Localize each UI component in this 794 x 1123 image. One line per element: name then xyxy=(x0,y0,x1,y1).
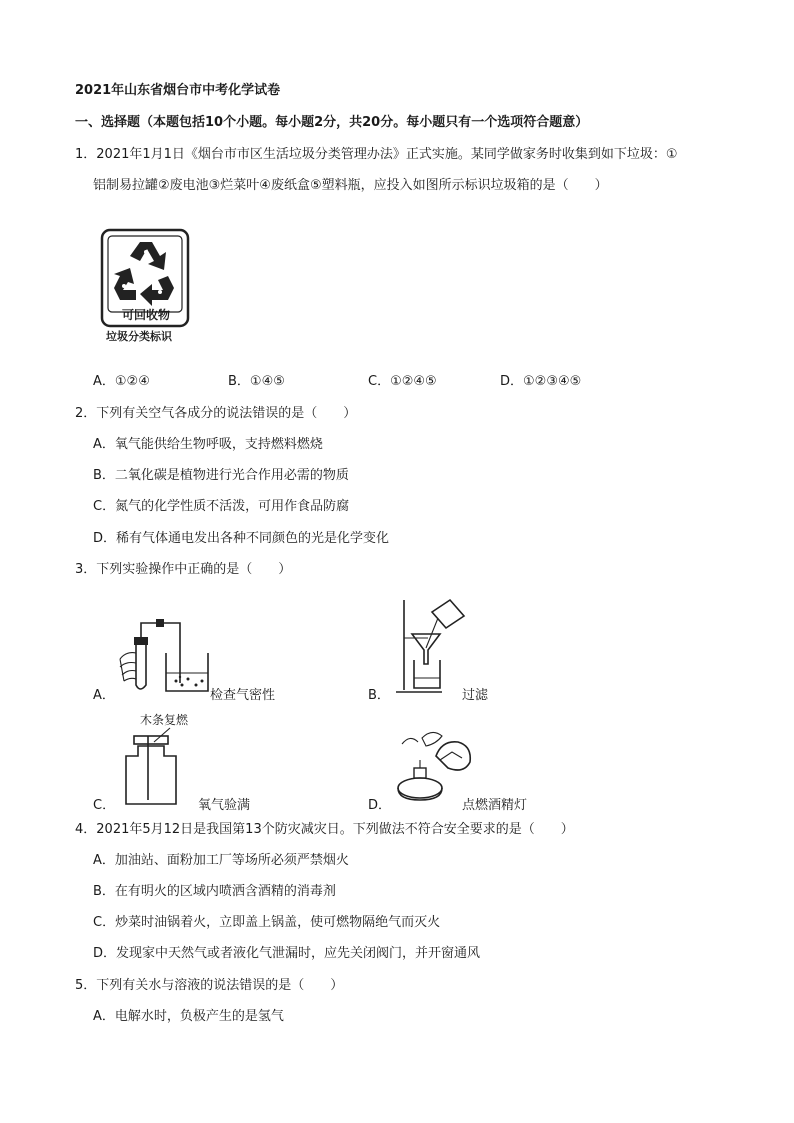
exam-title: 2021年山东省烟台市中考化学试卷 xyxy=(75,83,281,98)
q1-stem-line1: 1．2021年1月1日《烟台市市区生活垃圾分类管理办法》正式实施。某同学做家务时收集到如下垃圾：① xyxy=(75,147,678,162)
q3-option-b-label: 过滤 xyxy=(462,688,489,703)
q2-option-a[interactable]: A．氧气能供给生物呼吸，支持燃料燃烧 xyxy=(93,437,323,452)
q1-option-b[interactable]: B．①④⑤ xyxy=(228,374,285,389)
airtightness-apparatus-image xyxy=(118,615,218,695)
q5-stem: 5．下列有关水与溶液的说法错误的是（ ） xyxy=(75,978,344,993)
q1-option-d[interactable]: D．①②③④⑤ xyxy=(500,374,582,389)
q3-option-d-letter[interactable]: D． xyxy=(368,798,392,813)
q3-option-c-note: 木条复燃 xyxy=(140,713,189,727)
q1-stem-line2: 铝制易拉罐②废电池③烂菜叶④废纸盒⑤塑料瓶，应投入如图所示标识垃圾箱的是（ ） xyxy=(93,178,608,193)
q2-option-c[interactable]: C．氮气的化学性质不活泼，可用作食品防腐 xyxy=(93,499,350,514)
q4-stem: 4．2021年5月12日是我国第13个防灾减灾日。下列做法不符合安全要求的是（ ） xyxy=(75,822,574,837)
q3-stem: 3．下列实验操作中正确的是（ ） xyxy=(75,562,292,577)
q3-option-d-label: 点燃酒精灯 xyxy=(462,798,528,813)
q4-option-b[interactable]: B．在有明火的区域内喷洒含酒精的消毒剂 xyxy=(93,884,336,899)
recycle-sign xyxy=(100,228,192,328)
q1-option-c[interactable]: C．①②④⑤ xyxy=(368,374,437,389)
q1-option-a[interactable]: A．①②④ xyxy=(93,374,150,389)
q2-option-b[interactable]: B．二氧化碳是植物进行光合作用必需的物质 xyxy=(93,468,349,483)
alcohol-lamp-image xyxy=(392,728,482,808)
q3-option-c-label: 氧气验满 xyxy=(198,798,251,813)
q4-option-a[interactable]: A．加油站、面粉加工厂等场所必须严禁烟火 xyxy=(93,853,349,868)
sign-caption: 垃圾分类标识 xyxy=(106,330,172,343)
q2-option-d[interactable]: D．稀有气体通电发出各种不同颜色的光是化学变化 xyxy=(93,531,390,546)
q3-option-c-letter[interactable]: C． xyxy=(93,798,116,813)
q3-option-a-label: 检查气密性 xyxy=(210,688,276,703)
q3-option-b-letter[interactable]: B． xyxy=(368,688,390,703)
q4-option-c[interactable]: C．炒菜时油锅着火，立即盖上锅盖，使可燃物隔绝气而灭火 xyxy=(93,915,441,930)
q5-option-a[interactable]: A．电解水时，负极产生的是氢气 xyxy=(93,1009,284,1024)
q2-stem: 2．下列有关空气各成分的说法错误的是（ ） xyxy=(75,406,357,421)
q3-option-a-letter[interactable]: A． xyxy=(93,688,115,703)
section-heading: 一、选择题（本题包括10个小题。每小题2分，共20分。每小题只有一个选项符合题意） xyxy=(75,115,589,130)
filtration-apparatus-image xyxy=(392,598,472,698)
sign-top-label: 可回收物 xyxy=(121,308,170,322)
oxygen-test-apparatus-image xyxy=(118,728,188,808)
q4-option-d[interactable]: D．发现家中天然气或者液化气泄漏时，应先关闭阀门，并开窗通风 xyxy=(93,946,481,961)
